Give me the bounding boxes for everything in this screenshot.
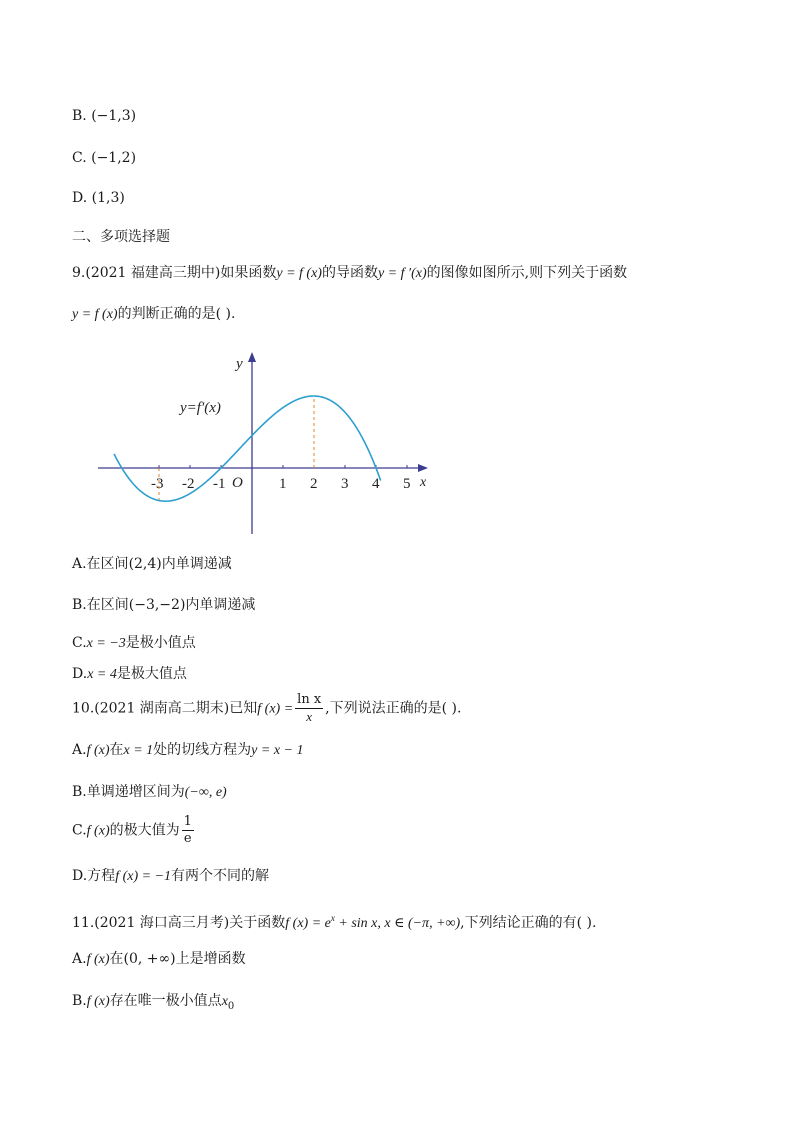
q10-text: 10.(2021 湖南高二期末)已知	[72, 700, 258, 717]
q9b-interval: (−3,−2)	[128, 597, 186, 613]
q10-option-c	[72, 814, 196, 847]
q9-formula: y = f (x)	[276, 266, 322, 281]
q10d-text: D.方程	[72, 868, 116, 884]
q10a-formula: f (x)	[86, 743, 110, 758]
q9-text: 的图像如图所示,则下列关于函数	[426, 265, 628, 281]
y-axis-arrow	[248, 352, 256, 362]
q11-text: 11.(2021 海口高三月考)关于函数	[72, 915, 286, 931]
q10c-numerator: 1	[183, 814, 192, 829]
q9d-text: 是极大值点	[116, 666, 187, 682]
q11b-subscript: 0	[227, 1001, 235, 1012]
question-9-line1	[72, 263, 627, 284]
q11a-interval: (0, +∞)	[123, 951, 176, 967]
q10-fraction	[295, 692, 323, 725]
q9d-formula: x = 4	[87, 667, 117, 682]
q11-formula: f (x) = e	[285, 916, 331, 931]
x-tick-label: -1	[213, 476, 226, 492]
q9c-text: C.	[72, 635, 87, 651]
q9a-text: A.在区间	[72, 556, 129, 572]
q9-text: 的判断正确的是( ).	[117, 306, 236, 322]
q10b-text: B.单调递增区间为	[72, 784, 185, 800]
q10a-formula: y = x − 1	[251, 743, 304, 758]
q10c-text: 的极大值为	[109, 822, 180, 839]
q9a-interval: (2,4)	[128, 556, 162, 572]
q11-text: ,下列结论正确的有( ).	[460, 915, 597, 931]
x-axis-label: x	[420, 475, 427, 490]
option-d-prev: D. (1,3)	[72, 190, 125, 206]
q11-option-a	[72, 949, 246, 970]
q10c-text: C.	[72, 822, 87, 839]
x-tick-label: 1	[279, 476, 287, 492]
q10-denominator: x	[306, 709, 313, 724]
q9d-text: D.	[72, 666, 88, 682]
x-axis-arrow	[418, 464, 428, 472]
question-9-line2	[72, 304, 235, 325]
q10-text: ,下列说法正确的是( ).	[325, 700, 462, 717]
q9-option-a	[72, 554, 232, 574]
q10a-formula: x = 1	[123, 743, 154, 758]
question-10	[72, 692, 461, 725]
q10-option-d	[72, 866, 269, 887]
q10-option-b	[72, 782, 227, 803]
x-tick-label: -2	[182, 476, 195, 492]
q9a-text: 内单调递减	[161, 556, 232, 572]
y-axis-label: y	[236, 356, 243, 372]
q11a-text: 上是增函数	[175, 951, 246, 967]
q9-formula: y = f ′(x)	[377, 266, 427, 281]
x-tick-label: 3	[341, 476, 349, 492]
q11-option-b	[72, 991, 234, 1017]
q11a-text: 在	[109, 951, 124, 967]
derivative-graph	[96, 348, 436, 538]
q11b-text: 存在唯一极小值点	[109, 993, 222, 1009]
q10d-formula: f (x) = −1	[115, 869, 172, 884]
option-b-prev: B. (−1,3)	[72, 108, 137, 124]
x-tick-label: 4	[372, 476, 380, 492]
q11-formula: + sin x, x ∈ (−π, +∞)	[334, 916, 461, 931]
q10a-text: 在	[109, 742, 124, 758]
q10-numerator: ln x	[297, 692, 322, 707]
q11b-formula: f (x)	[86, 994, 110, 1009]
option-c-prev: C. (−1,2)	[72, 150, 137, 166]
q9c-text: 是极小值点	[125, 635, 196, 651]
q9-formula: y = f (x)	[72, 307, 118, 322]
q9-option-d	[72, 664, 187, 685]
q9-text: 的导函数	[321, 265, 378, 281]
q10d-text: 有两个不同的解	[171, 868, 270, 884]
q11a-formula: f (x)	[86, 952, 110, 967]
q9b-text: B.在区间	[72, 597, 129, 613]
q9b-text: 内单调递减	[185, 597, 256, 613]
q9-option-c	[72, 633, 196, 654]
q11-exponent: x	[330, 913, 335, 923]
q9c-formula: x = −3	[86, 636, 126, 651]
q9-text: 9.(2021 福建高三期中)如果函数	[72, 265, 277, 281]
curve-label: y=f′(x)	[180, 400, 221, 416]
q10c-formula: f (x)	[86, 823, 110, 839]
q10-formula: f (x) =	[257, 701, 294, 717]
origin-label: O	[232, 475, 243, 491]
q10c-fraction	[182, 814, 194, 847]
x-tick-label: -3	[151, 476, 164, 492]
question-11	[72, 908, 596, 934]
q11b-text: B.	[72, 993, 87, 1009]
q10a-text: A.	[72, 742, 87, 758]
q10c-denominator: e	[183, 831, 192, 846]
q9-option-b	[72, 595, 255, 615]
q10a-text: 处的切线方程为	[153, 742, 252, 758]
q11a-text: A.	[72, 951, 87, 967]
section-heading: 二、多项选择题	[72, 229, 170, 245]
q10b-interval: (−∞, e)	[184, 785, 227, 800]
q10-option-a	[72, 740, 304, 761]
q11b-variable: x	[221, 994, 228, 1009]
x-tick-label: 2	[310, 476, 318, 492]
x-tick-label: 5	[403, 476, 411, 492]
